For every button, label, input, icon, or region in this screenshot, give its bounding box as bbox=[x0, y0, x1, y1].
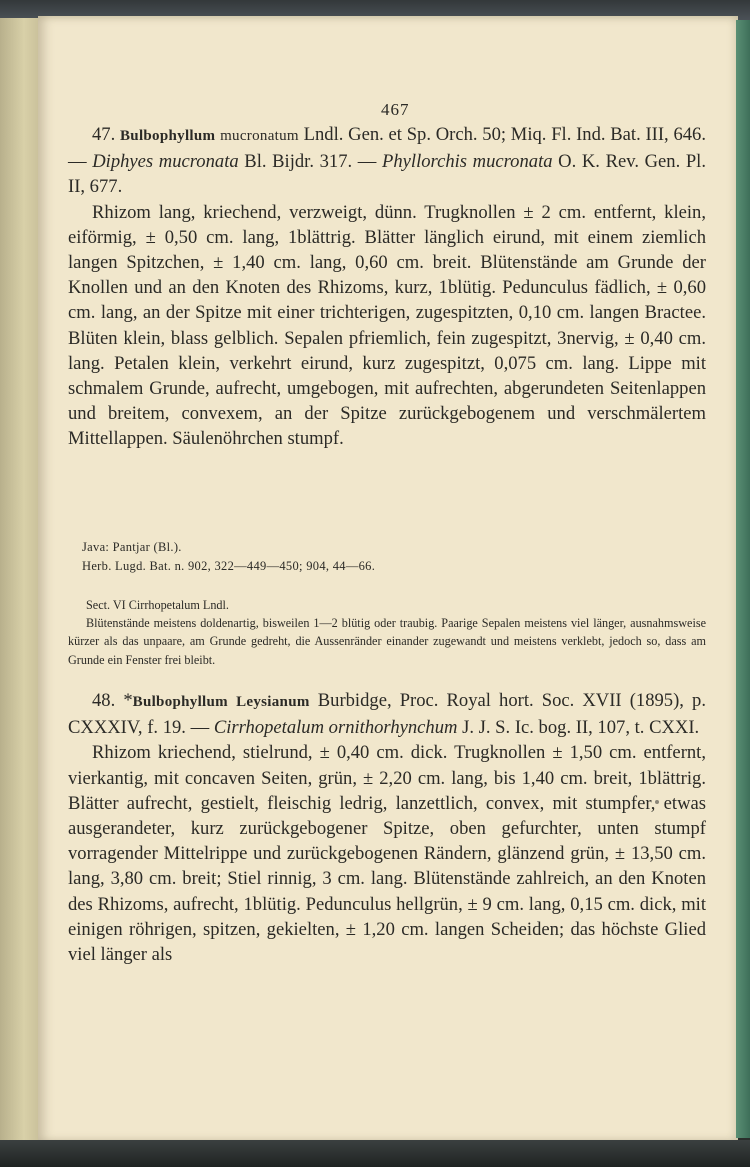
entry-47-citation: Lndl. Gen. et Sp. Orch. 50; Miq. Fl. Ind. Bat. III, 646. — bbox=[68, 124, 706, 173]
entry-48-citation: Burbidge, Proc. Royal hort. Soc. XVII (1895), p. CXXXIV, f. 19. — bbox=[68, 690, 706, 739]
facing-page-edge bbox=[0, 18, 40, 1140]
entry-47-synonym-1: Diphyes mucronata bbox=[92, 151, 239, 173]
book-bottom-edge bbox=[0, 1140, 750, 1167]
entry-47-synonym-2: Phyllorchis mucronata bbox=[382, 151, 553, 173]
entry-47-herbarium: Herb. Lugd. Bat. n. 902, 322—449—450; 904, 44—66. bbox=[82, 559, 376, 573]
book-cover-edge bbox=[736, 20, 750, 1138]
entry-47-description: Rhizom lang, kriechend, verzweigt, dünn. Trugknollen ± 2 cm. entfernt, klein, eiförmig, ± 0,50 cm. lang, 1blättrig. Blätter länglich eirund, mit einem ziemlich langen Spitzchen, ± 1,40 cm. lang, 0,60 cm. breit. Blütenstände am Grunde der Knollen und an den Knoten des Rhizoms, kurz, 1blütig. Pedunculus fädlich, ± 0,60 cm. lang, an der Spitze mit einer trichterigen, zugespitzten, 0,10 cm. langen Bractee. Blüten klein, blass gelblich. Sepalen pfriemlich, fein zugespitzt, 3nervig, ± 0,40 cm. lang. Petalen klein, verkehrt eirund, kurz zugespitzt, 0,075 cm. lang. Lippe mit schmalem Grunde, aufrecht, umgebogen, mit aufrechten, abgerundeten Seitenlappen und breitem, convexem, an der Spitze zurückgebogenem und verschmälertem Mittellappen. Säulenöhrchen stumpf. bbox=[68, 201, 706, 450]
entry-47-citation-3: O. K. Rev. Gen. Pl. II, 677. bbox=[68, 151, 707, 198]
entry-48-description: Rhizom kriechend, stielrund, ± 0,40 cm. dick. Trugknollen ± 1,50 cm. entfernt, vierkantig, mit concaven Seiten, grün, ± 2,20 cm. lang, bis 1,40 cm. breit, 1blättrig. Blätter aufrecht, gestielt, fleischig ledrig, lanzettlich, convex, mit stumpfer, etwas ausgerandeter, kurz zurückgebogener Spitze, oben gefurchter, unten stumpf vorragender Mittelrippe und zurückgebogenen Rändern, glänzend grün, ± 13,50 cm. lang, 3,80 cm. breit; Stiel rinnig, 3 cm. lang. Blütenstände zahlreich, an den Knoten des Rhizoms, aufrecht, 1blütig. Pedunculus hellgrün, ± 9 cm. lang, 0,15 cm. dick, mit einigen röhrigen, spitzen, gekielten, ± 1,20 cm. langen Scheiden; das höchste Glied viel länger als bbox=[68, 742, 706, 966]
entry-48 bbox=[68, 688, 706, 967]
section-description: Blütenstände meistens doldenartig, bisweilen 1—2 blütig oder traubig. Paarige Sepalen meistens viel länger, ausnahmsweise kürzer als das unpaare, am Grunde gedreht, die Aussenränder einander zugewandt und meistens verklebt, jedoch so, dass am Grunde ein Fenster frei bleibt. bbox=[68, 616, 706, 667]
entry-47-number: 47. bbox=[92, 124, 116, 145]
entry-47-specimens bbox=[68, 538, 706, 576]
entry-48-species: Leysianum bbox=[236, 694, 310, 710]
entry-47-citation-2: Bl. Bijdr. 317. — bbox=[238, 151, 382, 173]
entry-48-heading bbox=[68, 688, 706, 740]
entry-48-number: 48. * bbox=[92, 690, 133, 711]
section-vi bbox=[68, 596, 706, 669]
page-number: 467 bbox=[381, 100, 410, 119]
entry-48-genus: Bulbophyllum bbox=[132, 694, 228, 710]
entry-47-species: mucronatum bbox=[220, 128, 299, 144]
entry-48-synonym-1: Cirrhopetalum ornithorhynchum bbox=[213, 717, 458, 739]
section-title: Sect. VI Cirrhopetalum Lndl. bbox=[86, 598, 229, 612]
entry-47-heading bbox=[68, 122, 706, 200]
entry-48-citation-2: J. J. S. Ic. bog. II, 107, t. CXXI. bbox=[457, 717, 700, 739]
entry-47 bbox=[68, 122, 706, 452]
entry-47-genus: Bulbophyllum bbox=[120, 128, 216, 144]
entry-47-locality: Java: Pantjar (Bl.). bbox=[82, 540, 182, 554]
